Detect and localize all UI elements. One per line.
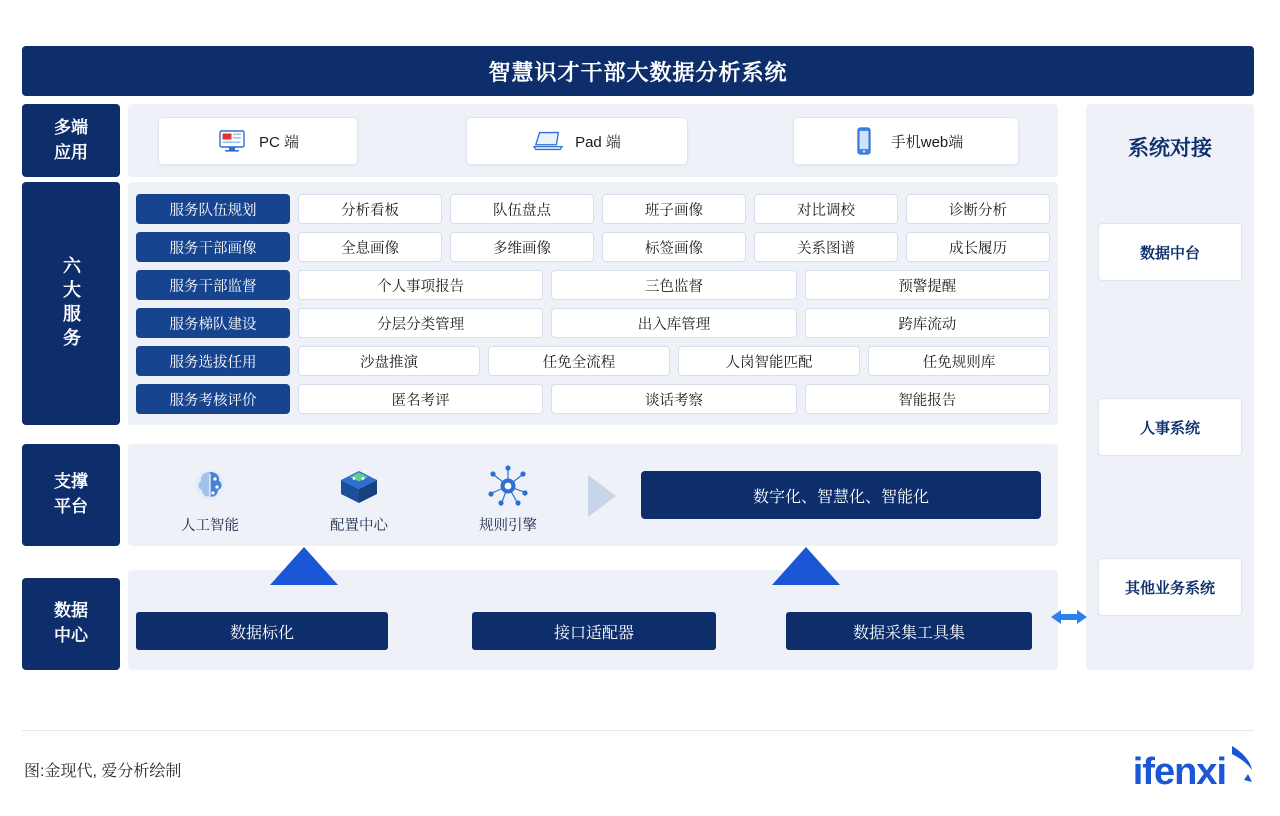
terminal-label: Pad 端 — [575, 133, 621, 151]
platform-item-config-center[interactable] — [304, 462, 414, 535]
service-cell-4-2[interactable]: 人岗智能匹配 — [678, 346, 860, 376]
section-label-multi-terminal-text: 多端 应用 — [54, 117, 88, 162]
footer-caption: 图:金现代, 爱分析绘制 — [24, 763, 182, 780]
service-head-5[interactable]: 服务考核评价 — [136, 384, 290, 414]
service-cell-1-1[interactable]: 多维画像 — [450, 232, 594, 262]
service-cell-3-2[interactable]: 跨库流动 — [805, 308, 1050, 338]
brand-logo — [1133, 744, 1254, 794]
service-row-0 — [136, 194, 1050, 224]
brand-swoosh-icon — [1228, 744, 1254, 794]
arrow-up-icon-right — [772, 547, 840, 585]
service-cell-0-4[interactable]: 诊断分析 — [906, 194, 1050, 224]
service-cell-5-1[interactable]: 谈话考察 — [551, 384, 796, 414]
desktop-monitor-icon — [217, 128, 247, 154]
service-head-2[interactable]: 服务干部监督 — [136, 270, 290, 300]
service-row-5 — [136, 384, 1050, 414]
service-head-3[interactable]: 服务梯队建设 — [136, 308, 290, 338]
service-row-1 — [136, 232, 1050, 262]
service-head-1[interactable]: 服务干部画像 — [136, 232, 290, 262]
section-label-support-platform-text: 支撑 平台 — [54, 472, 88, 516]
section-label-six-services — [22, 182, 120, 425]
service-cell-2-0[interactable]: 个人事项报告 — [298, 270, 543, 300]
service-cell-5-0[interactable]: 匿名考评 — [298, 384, 543, 414]
section-label-support-platform — [22, 444, 120, 546]
service-cell-0-2[interactable]: 班子画像 — [602, 194, 746, 224]
service-cell-0-0[interactable]: 分析看板 — [298, 194, 442, 224]
arrow-right-icon — [588, 475, 616, 517]
terminal-label: PC 端 — [258, 133, 299, 151]
platform-item-rule-engine[interactable] — [453, 462, 563, 535]
smartphone-icon — [849, 128, 879, 154]
terminal-card-mobile-web[interactable] — [793, 117, 1019, 165]
platform-item-label: 人工智能 — [181, 518, 239, 534]
system-docking-title: 系统对接 — [1128, 137, 1212, 160]
terminal-card-pad[interactable] — [466, 117, 688, 165]
terminal-label: 手机web端 — [890, 133, 964, 151]
platform-banner: 数字化、智慧化、智能化 — [641, 471, 1041, 519]
section-label-data-center-text: 数据 中心 — [54, 601, 88, 645]
service-head-4[interactable]: 服务选拔任用 — [136, 346, 290, 376]
service-cell-5-2[interactable]: 智能报告 — [805, 384, 1050, 414]
bidirectional-arrow-icon — [1049, 604, 1089, 630]
arrow-up-icon-left — [270, 547, 338, 585]
platform-item-ai[interactable] — [155, 462, 265, 535]
brand-logo-text: ifenxi — [1132, 751, 1226, 793]
service-row-4 — [136, 346, 1050, 376]
config-cube-icon — [304, 462, 414, 508]
section-label-six-services-text: 六大服务 — [61, 255, 82, 352]
service-cell-3-0[interactable]: 分层分类管理 — [298, 308, 543, 338]
tablet-icon — [533, 128, 563, 154]
section-label-data-center — [22, 578, 120, 670]
system-card-other-business[interactable]: 其他业务系统 — [1098, 558, 1242, 616]
data-box-interface-adapter[interactable]: 接口适配器 — [472, 612, 716, 650]
service-cell-0-1[interactable]: 队伍盘点 — [450, 194, 594, 224]
footer-divider — [22, 730, 1254, 731]
platform-item-label: 规则引擎 — [479, 518, 537, 534]
ai-brain-icon — [155, 462, 265, 508]
service-cell-1-3[interactable]: 关系图谱 — [754, 232, 898, 262]
rule-engine-icon — [453, 462, 563, 508]
service-cell-0-3[interactable]: 对比调校 — [754, 194, 898, 224]
system-card-hr-system[interactable]: 人事系统 — [1098, 398, 1242, 456]
service-cell-2-1[interactable]: 三色监督 — [551, 270, 796, 300]
service-cell-1-4[interactable]: 成长履历 — [906, 232, 1050, 262]
service-row-2 — [136, 270, 1050, 300]
service-cell-4-1[interactable]: 任免全流程 — [488, 346, 670, 376]
service-cell-1-0[interactable]: 全息画像 — [298, 232, 442, 262]
service-cell-4-0[interactable]: 沙盘推演 — [298, 346, 480, 376]
platform-item-label: 配置中心 — [330, 518, 388, 534]
service-cell-4-3[interactable]: 任免规则库 — [868, 346, 1050, 376]
section-label-multi-terminal — [22, 104, 120, 177]
service-row-3 — [136, 308, 1050, 338]
service-head-0[interactable]: 服务队伍规划 — [136, 194, 290, 224]
service-cell-3-1[interactable]: 出入库管理 — [551, 308, 796, 338]
system-card-data-midend[interactable]: 数据中台 — [1098, 223, 1242, 281]
terminal-card-pc[interactable] — [158, 117, 358, 165]
service-cell-2-2[interactable]: 预警提醒 — [805, 270, 1050, 300]
data-box-collection-toolkit[interactable]: 数据采集工具集 — [786, 612, 1032, 650]
service-cell-1-2[interactable]: 标签画像 — [602, 232, 746, 262]
page-title: 智慧识才干部大数据分析系统 — [22, 46, 1254, 96]
data-box-standardization[interactable]: 数据标化 — [136, 612, 388, 650]
